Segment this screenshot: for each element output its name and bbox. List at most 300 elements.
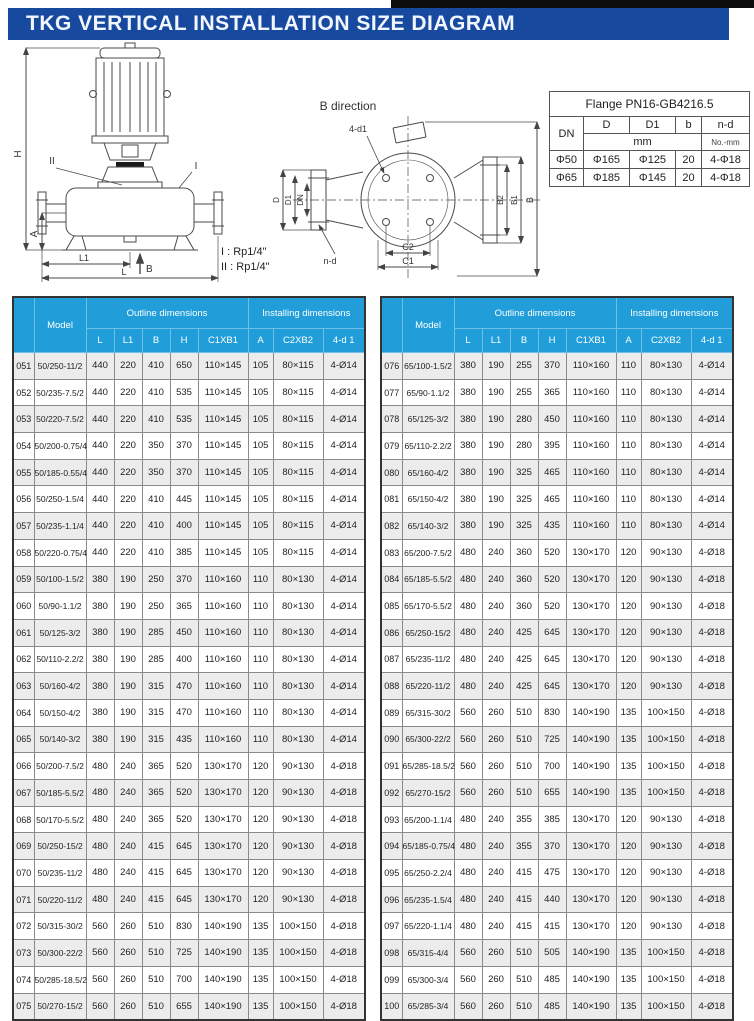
- table-cell: 410: [142, 539, 170, 566]
- table-cell: 385: [170, 539, 198, 566]
- table-cell: 110: [616, 459, 641, 486]
- table-cell: 325: [510, 459, 538, 486]
- table-cell: 80×115: [273, 379, 323, 406]
- table-cell: 130×170: [198, 833, 248, 860]
- table-cell: 4-Ø14: [323, 699, 365, 726]
- table-cell: 105: [248, 486, 273, 513]
- table-cell: 120: [616, 833, 641, 860]
- table-cell: 240: [114, 780, 142, 807]
- table-cell: 4-Ø18: [691, 753, 733, 780]
- table-cell: 061: [13, 619, 34, 646]
- dim-label-l: L: [121, 267, 127, 277]
- table-cell: 120: [616, 593, 641, 620]
- table-cell: 098: [381, 940, 402, 967]
- table-cell: 190: [114, 593, 142, 620]
- flange-table-title: Flange PN16-GB4216.5: [550, 92, 750, 117]
- table-cell: 105: [248, 539, 273, 566]
- table-cell: 20: [676, 169, 702, 187]
- table-cell: 4-Ø18: [691, 940, 733, 967]
- table-cell: 65/220-1.1/4: [402, 913, 454, 940]
- table-cell: 480: [86, 860, 114, 887]
- table-row: [381, 539, 733, 566]
- dim-label-h: H: [13, 150, 24, 158]
- table-cell: 220: [114, 433, 142, 460]
- table-cell: 380: [86, 699, 114, 726]
- col-a: A: [616, 329, 641, 353]
- table-cell: 50/90-1.1/2: [34, 593, 86, 620]
- table-cell: 4-Ø18: [323, 913, 365, 940]
- table-cell: 220: [114, 459, 142, 486]
- table-cell: 510: [510, 726, 538, 753]
- table-cell: 435: [538, 513, 566, 540]
- table-cell: 360: [510, 566, 538, 593]
- table-cell: 80×130: [641, 433, 691, 460]
- table-row: [13, 886, 365, 913]
- table-cell: 830: [170, 913, 198, 940]
- table-cell: 415: [142, 833, 170, 860]
- table-cell: 140×190: [566, 753, 616, 780]
- table-cell: 240: [482, 913, 510, 940]
- table-cell: 110: [248, 646, 273, 673]
- table-row: [381, 433, 733, 460]
- table-cell: 50/150-4/2: [34, 699, 86, 726]
- table-cell: 076: [381, 353, 402, 380]
- table-cell: 4-Ø18: [691, 539, 733, 566]
- table-cell: 140×190: [566, 699, 616, 726]
- table-cell: 110×160: [198, 673, 248, 700]
- table-cell: 190: [482, 513, 510, 540]
- table-cell: 520: [170, 753, 198, 780]
- table-cell: 65/235-1.5/4: [402, 886, 454, 913]
- table-cell: 094: [381, 833, 402, 860]
- table-cell: 255: [510, 379, 538, 406]
- table-cell: 250: [142, 593, 170, 620]
- table-cell: 260: [114, 993, 142, 1020]
- table-cell: 140×190: [198, 993, 248, 1020]
- table-cell: 110×160: [566, 433, 616, 460]
- table-cell: 380: [454, 353, 482, 380]
- table-cell: 100×150: [641, 726, 691, 753]
- table-row: [13, 699, 365, 726]
- table-cell: 4-Ø18: [691, 886, 733, 913]
- table-cell: 110: [616, 433, 641, 460]
- table-cell: 135: [616, 726, 641, 753]
- table-row: [13, 459, 365, 486]
- table-cell: 100×150: [641, 753, 691, 780]
- table-cell: 110×160: [566, 353, 616, 380]
- table-cell: 80×130: [641, 486, 691, 513]
- label-c2: C2: [402, 242, 414, 252]
- table-cell: 240: [114, 753, 142, 780]
- table-cell: 110×160: [198, 566, 248, 593]
- table-cell: 240: [482, 673, 510, 700]
- table-cell: 130×170: [566, 619, 616, 646]
- table-cell: 560: [454, 699, 482, 726]
- table-cell: 415: [538, 913, 566, 940]
- table-cell: 4-Ø14: [691, 353, 733, 380]
- outline-group-header: Outline dimensions: [454, 297, 616, 329]
- table-cell: 190: [482, 379, 510, 406]
- table-cell: 240: [482, 539, 510, 566]
- table-cell: 325: [510, 486, 538, 513]
- corner-cell: [381, 297, 402, 353]
- table-cell: 135: [248, 966, 273, 993]
- table-cell: 80×115: [273, 486, 323, 513]
- table-row: [13, 566, 365, 593]
- table-cell: 90×130: [273, 806, 323, 833]
- table-cell: 400: [170, 646, 198, 673]
- table-cell: 380: [454, 433, 482, 460]
- table-cell: 535: [170, 406, 198, 433]
- table-cell: 190: [114, 726, 142, 753]
- col-l: L: [86, 329, 114, 353]
- table-cell: 450: [170, 619, 198, 646]
- table-cell: 220: [114, 486, 142, 513]
- flange-col-nd: n-d: [702, 117, 750, 134]
- table-cell: 65/300-22/2: [402, 726, 454, 753]
- table-cell: 220: [114, 539, 142, 566]
- table-cell: 65/125-3/2: [402, 406, 454, 433]
- table-cell: 4-Ø18: [691, 913, 733, 940]
- table-cell: 088: [381, 673, 402, 700]
- table-cell: 260: [482, 753, 510, 780]
- table-cell: 4-Ø18: [323, 860, 365, 887]
- table-cell: 560: [86, 966, 114, 993]
- table-row: [13, 726, 365, 753]
- label-d1: D1: [284, 194, 293, 206]
- col-h: H: [538, 329, 566, 353]
- table-cell: 645: [538, 619, 566, 646]
- table-cell: 4-Ø14: [323, 726, 365, 753]
- table-cell: 071: [13, 886, 34, 913]
- table-row: [381, 699, 733, 726]
- table-cell: 260: [482, 726, 510, 753]
- table-cell: 110×160: [566, 379, 616, 406]
- table-cell: 655: [170, 993, 198, 1020]
- table-cell: 110: [248, 566, 273, 593]
- table-cell: 105: [248, 379, 273, 406]
- table-cell: 380: [86, 593, 114, 620]
- table-cell: 069: [13, 833, 34, 860]
- table-cell: 260: [482, 699, 510, 726]
- table-cell: 190: [482, 406, 510, 433]
- table-cell: 560: [454, 966, 482, 993]
- table-cell: 370: [538, 353, 566, 380]
- table-cell: 260: [114, 940, 142, 967]
- table-cell: 058: [13, 539, 34, 566]
- table-cell: 440: [86, 379, 114, 406]
- table-cell: Φ50: [550, 151, 584, 169]
- table-cell: 4-Ø14: [323, 379, 365, 406]
- table-cell: 485: [538, 966, 566, 993]
- table-cell: 4-Ø14: [323, 539, 365, 566]
- col-l: L: [454, 329, 482, 353]
- table-cell: 240: [482, 886, 510, 913]
- table-row: [13, 806, 365, 833]
- flange-col-b: b: [676, 117, 702, 134]
- table-cell: 445: [170, 486, 198, 513]
- table-row: [13, 833, 365, 860]
- port-label-2: II: [49, 156, 55, 167]
- table-cell: 260: [482, 966, 510, 993]
- table-cell: 130×170: [566, 806, 616, 833]
- table-cell: 520: [170, 780, 198, 807]
- model-header: Model: [402, 297, 454, 353]
- table-cell: 120: [616, 539, 641, 566]
- table-row: [381, 353, 733, 380]
- table-cell: 4-Ø14: [323, 593, 365, 620]
- table-cell: 4-Ø14: [323, 433, 365, 460]
- table-cell: 560: [86, 913, 114, 940]
- table-cell: 120: [616, 619, 641, 646]
- table-cell: 360: [510, 539, 538, 566]
- table-cell: 135: [616, 699, 641, 726]
- table-cell: 50/285-18.5/2: [34, 966, 86, 993]
- pump-front-view-drawing: [12, 42, 232, 290]
- table-cell: 440: [86, 353, 114, 380]
- table-cell: 365: [170, 593, 198, 620]
- table-cell: 450: [538, 406, 566, 433]
- table-cell: 560: [86, 993, 114, 1020]
- table-cell: 50/160-4/2: [34, 673, 86, 700]
- table-cell: 083: [381, 539, 402, 566]
- table-cell: 80×115: [273, 433, 323, 460]
- table-cell: 130×170: [198, 753, 248, 780]
- table-cell: 475: [538, 860, 566, 887]
- table-cell: 260: [482, 993, 510, 1020]
- table-cell: 510: [142, 913, 170, 940]
- table-cell: 240: [114, 806, 142, 833]
- table-cell: 140×190: [198, 940, 248, 967]
- col-c2xb2: C2XB2: [273, 329, 323, 353]
- table-cell: Φ125: [630, 151, 676, 169]
- table-cell: 220: [114, 353, 142, 380]
- table-cell: 190: [114, 673, 142, 700]
- table-cell: 80×115: [273, 353, 323, 380]
- table-cell: 50/235-11/2: [34, 860, 86, 887]
- table-cell: 65/160-4/2: [402, 459, 454, 486]
- table-cell: 240: [482, 566, 510, 593]
- table-row: [381, 806, 733, 833]
- table-cell: 080: [381, 459, 402, 486]
- table-cell: 90×130: [641, 566, 691, 593]
- table-cell: 4-Ø18: [323, 753, 365, 780]
- table-row: [381, 566, 733, 593]
- table-cell: 410: [142, 486, 170, 513]
- flow-label-b: B: [146, 264, 153, 275]
- table-cell: 480: [454, 860, 482, 887]
- table-cell: 465: [538, 459, 566, 486]
- table-cell: 110: [616, 513, 641, 540]
- dim-label-l1: L1: [78, 253, 90, 263]
- table-cell: 140×190: [566, 780, 616, 807]
- table-row: [13, 593, 365, 620]
- table-cell: 510: [510, 780, 538, 807]
- table-cell: 130×170: [566, 566, 616, 593]
- table-cell: 081: [381, 486, 402, 513]
- table-cell: 360: [510, 593, 538, 620]
- table-cell: 120: [616, 806, 641, 833]
- table-cell: 90×130: [641, 539, 691, 566]
- table-cell: 085: [381, 593, 402, 620]
- table-cell: 650: [170, 353, 198, 380]
- table-cell: 90×130: [273, 780, 323, 807]
- table-cell: 80×130: [641, 459, 691, 486]
- table-cell: 135: [616, 780, 641, 807]
- table-cell: 066: [13, 753, 34, 780]
- table-cell: 380: [454, 513, 482, 540]
- table-cell: 190: [482, 459, 510, 486]
- table-cell: 510: [510, 699, 538, 726]
- table-cell: 084: [381, 566, 402, 593]
- table-cell: 435: [170, 726, 198, 753]
- table-cell: 110×160: [198, 699, 248, 726]
- table-row: [13, 433, 365, 460]
- table-cell: 50/315-30/2: [34, 913, 86, 940]
- table-row: [381, 753, 733, 780]
- table-cell: 65/185-0.75/4: [402, 833, 454, 860]
- table-cell: 135: [616, 940, 641, 967]
- table-cell: 110: [616, 486, 641, 513]
- table-cell: 90×130: [641, 886, 691, 913]
- table-cell: 480: [454, 886, 482, 913]
- table-cell: 365: [142, 753, 170, 780]
- table-cell: 65/185-5.5/2: [402, 566, 454, 593]
- table-row: [13, 780, 365, 807]
- table-cell: 105: [248, 459, 273, 486]
- table-row: [13, 753, 365, 780]
- table-cell: 355: [510, 806, 538, 833]
- label-b1: B1: [510, 195, 519, 205]
- table-cell: 370: [538, 833, 566, 860]
- table-cell: 725: [538, 726, 566, 753]
- table-cell: 100×150: [273, 993, 323, 1020]
- table-cell: 110×160: [198, 619, 248, 646]
- table-row: [13, 486, 365, 513]
- label-d: D: [272, 197, 281, 203]
- table-cell: 80×130: [273, 593, 323, 620]
- table-cell: 410: [142, 513, 170, 540]
- page-title: TKG VERTICAL INSTALLATION SIZE DIAGRAM: [26, 12, 516, 35]
- table-cell: 520: [538, 539, 566, 566]
- table-cell: Φ185: [584, 169, 630, 187]
- table-cell: 120: [616, 673, 641, 700]
- table-cell: 110×160: [198, 646, 248, 673]
- table-cell: 50/140-3/2: [34, 726, 86, 753]
- table-cell: 65/270-15/2: [402, 780, 454, 807]
- table-cell: 90×130: [641, 833, 691, 860]
- table-cell: 075: [13, 993, 34, 1020]
- table-cell: 4-Ø18: [323, 940, 365, 967]
- col-l1: L1: [114, 329, 142, 353]
- table-cell: 560: [454, 940, 482, 967]
- table-row: [381, 860, 733, 887]
- table-cell: 130×170: [566, 913, 616, 940]
- table-cell: 350: [142, 459, 170, 486]
- table-cell: 190: [482, 486, 510, 513]
- table-cell: 110×145: [198, 539, 248, 566]
- flange-table-body: [550, 151, 750, 187]
- table-cell: 410: [142, 353, 170, 380]
- table-cell: 105: [248, 406, 273, 433]
- table-cell: 255: [510, 353, 538, 380]
- size-table-left: [12, 296, 366, 1021]
- table-cell: 480: [454, 673, 482, 700]
- table-cell: 65/150-4/2: [402, 486, 454, 513]
- table-cell: 480: [454, 833, 482, 860]
- col-4d1: 4-d 1: [323, 329, 365, 353]
- table-row: [381, 913, 733, 940]
- table-cell: 110: [248, 673, 273, 700]
- table-cell: 110: [248, 726, 273, 753]
- table-cell: 80×130: [273, 619, 323, 646]
- table-cell: 65/235-11/2: [402, 646, 454, 673]
- table-cell: 65/170-5.5/2: [402, 593, 454, 620]
- installing-group-header: Installing dimensions: [248, 297, 365, 329]
- table-cell: 280: [510, 406, 538, 433]
- table-cell: 440: [86, 486, 114, 513]
- table-cell: 50/270-15/2: [34, 993, 86, 1020]
- label-dn: DN: [296, 194, 305, 206]
- table-cell: 100×150: [273, 966, 323, 993]
- table-cell: 089: [381, 699, 402, 726]
- table-cell: 059: [13, 566, 34, 593]
- table-cell: Φ145: [630, 169, 676, 187]
- table-cell: 4-Ø18: [691, 646, 733, 673]
- table-row: [13, 860, 365, 887]
- table-cell: 240: [114, 886, 142, 913]
- table-cell: 90×130: [641, 673, 691, 700]
- col-b: B: [510, 329, 538, 353]
- table-cell: 560: [454, 753, 482, 780]
- table-cell: 120: [248, 780, 273, 807]
- table-row: [381, 513, 733, 540]
- flange-col-d: D: [584, 117, 630, 134]
- table-cell: 135: [248, 913, 273, 940]
- table-cell: 100×150: [273, 940, 323, 967]
- table-cell: 099: [381, 966, 402, 993]
- table-cell: 410: [142, 406, 170, 433]
- table-cell: 65/285-18.5/2: [402, 753, 454, 780]
- table-cell: 4-Ø14: [691, 433, 733, 460]
- table-cell: 4-Ø14: [691, 486, 733, 513]
- table-cell: 110: [248, 593, 273, 620]
- table-cell: 057: [13, 513, 34, 540]
- table-cell: 505: [538, 940, 566, 967]
- table-cell: 510: [510, 966, 538, 993]
- table-cell: 410: [142, 379, 170, 406]
- col-a: A: [248, 329, 273, 353]
- table-cell: 50/185-0.55/4: [34, 459, 86, 486]
- table-cell: 440: [86, 406, 114, 433]
- table-cell: 130×170: [566, 886, 616, 913]
- table-cell: 80×115: [273, 406, 323, 433]
- table-cell: 65/90-1.1/2: [402, 379, 454, 406]
- table-cell: 65/100-1.5/2: [402, 353, 454, 380]
- table-cell: 90×130: [273, 833, 323, 860]
- table-cell: 130×170: [198, 780, 248, 807]
- table-cell: 395: [538, 433, 566, 460]
- table-cell: 65/140-3/2: [402, 513, 454, 540]
- table-cell: 140×190: [566, 726, 616, 753]
- col-4d1: 4-d 1: [691, 329, 733, 353]
- table-cell: Φ165: [584, 151, 630, 169]
- table-cell: 087: [381, 646, 402, 673]
- table-row: [13, 513, 365, 540]
- table-cell: 90×130: [273, 886, 323, 913]
- table-cell: 4-Ø14: [323, 619, 365, 646]
- table-cell: 90×130: [273, 753, 323, 780]
